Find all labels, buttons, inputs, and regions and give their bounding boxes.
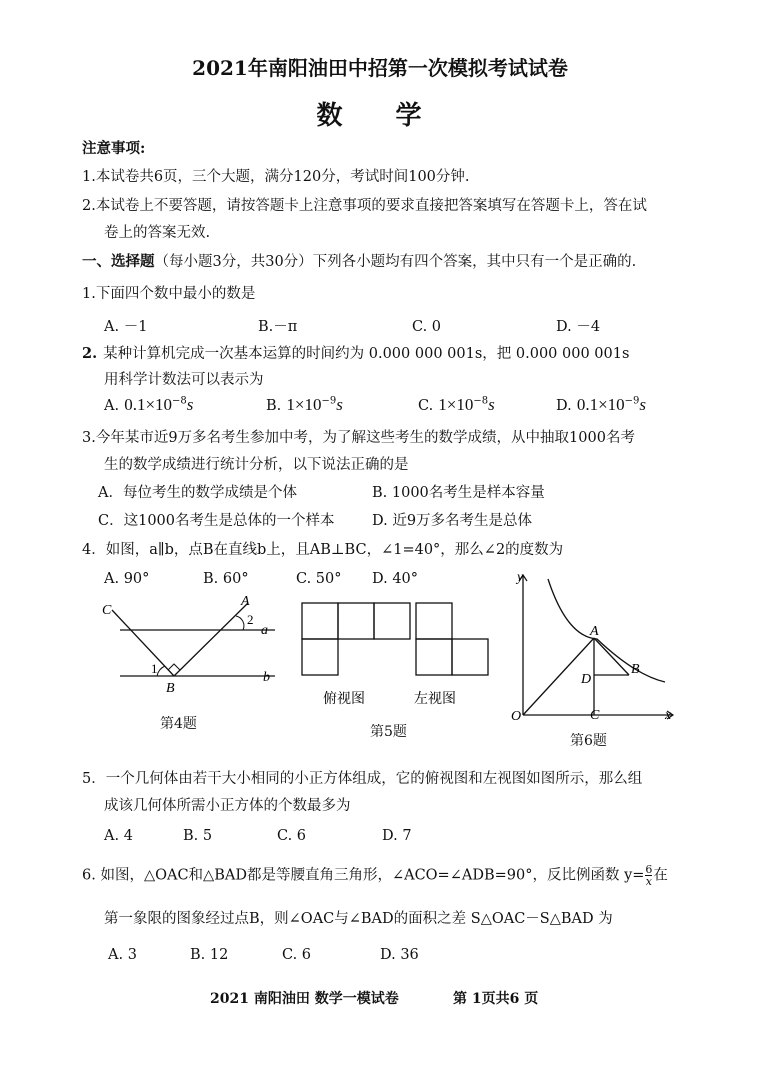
q5-line-2: 成该几何体所需小正方体的个数最多为 <box>104 798 351 814</box>
label-b-point: B <box>166 681 175 696</box>
q2-option-d-exp: −9 <box>624 395 640 407</box>
q2-option-a <box>104 395 193 415</box>
q2-option-d-label: D. <box>556 398 572 414</box>
q6-line-2: 第一象限的图象经过点B，则∠OAC与∠BAD的面积之差 S△OAC－S△BAD 为 <box>104 911 613 927</box>
q5-option-d: D. 7 <box>382 828 412 844</box>
label-a-point: A <box>241 594 250 609</box>
label-line-b: b <box>263 670 270 685</box>
q2-option-d-base: 0.1×10 <box>576 395 625 414</box>
q2-stem: 某种计算机完成一次基本运算的时间约为 0.000 000 001s，把 0.000 000 001s <box>103 346 630 362</box>
label-line-a: a <box>261 623 268 638</box>
q1-stem: 1.下面四个数中最小的数是 <box>82 286 256 302</box>
q2-option-a-label: A. <box>104 398 120 414</box>
top-view-grid <box>302 603 410 675</box>
q6-stem: 6. 如图，△OAC和△BAD都是等腰直角三角形，∠ACO=∠ADB=90°，反比例函数 y= <box>82 867 645 884</box>
q4-caption: 第4题 <box>160 716 197 732</box>
q2-option-c <box>418 395 495 415</box>
page-title: 2021年南阳油田中招第一次模拟考试试卷 <box>192 56 568 80</box>
q4-stem: 4．如图，a∥b，点B在直线b上，且AB⊥BC，∠1=40°，那么∠2的度数为 <box>82 542 564 558</box>
subject-title: 数 学 <box>316 101 444 131</box>
footer-page-number: 第 1页共6 页 <box>453 991 539 1007</box>
q2-option-c-exp: −8 <box>473 395 489 407</box>
q6-option-b: B. 12 <box>190 947 229 963</box>
note-2-line-1: 2.本试卷上不要答题，请按答题卡上注意事项的要求直接把答案填写在答题卡上，答在试 <box>82 198 647 214</box>
top-view-label: 俯视图 <box>323 692 365 707</box>
segment-ab <box>594 638 629 675</box>
label-y: y <box>517 570 524 585</box>
q2-option-c-base: 1×10 <box>438 395 474 414</box>
q1-option-d: D. －4 <box>556 319 601 335</box>
left-view-label: 左视图 <box>414 692 456 707</box>
notes-heading: 注意事项: <box>82 140 146 157</box>
q4-option-b: B. 60° <box>203 571 249 587</box>
q2-option-b <box>266 395 343 415</box>
q6-line-1 <box>82 864 668 887</box>
q3-option-b: B. 1000名考生是样本容量 <box>372 485 545 501</box>
q1-option-c: C. 0 <box>412 319 442 335</box>
angle-2-arc <box>236 616 244 630</box>
q6-option-c: C. 6 <box>282 947 312 963</box>
q4-option-c: C. 50° <box>296 571 342 587</box>
section-1-desc: （每小题3分，共30分）下列各小题均有四个答案，其中只有一个是正确的. <box>154 254 637 270</box>
angle-1-arc <box>157 666 165 676</box>
q5-caption: 第5题 <box>370 724 407 740</box>
q2-option-d <box>556 395 646 415</box>
q2-option-b-label: B. <box>266 398 282 414</box>
q5-option-a: A. 4 <box>104 828 133 844</box>
q6-figure <box>505 567 685 727</box>
q3-option-a: A．每位考生的数学成绩是个体 <box>98 485 297 501</box>
q2-option-a-base: 0.1×10 <box>124 395 173 414</box>
q3-option-c: C．这1000名考生是总体的一个样本 <box>98 513 335 529</box>
label-a: A <box>590 624 599 639</box>
q2-option-c-unit: s <box>488 395 495 414</box>
q2-option-a-unit: s <box>186 395 194 414</box>
right-angle-mark <box>168 664 180 670</box>
q3-line-2: 生的数学成绩进行统计分析，以下说法正确的是 <box>104 457 409 473</box>
q6-option-d: D. 36 <box>380 947 419 963</box>
label-c: C <box>102 603 112 618</box>
label-angle-2: 2 <box>247 612 254 627</box>
q6-fraction-den: x <box>645 875 653 888</box>
q6-option-a: A. 3 <box>108 947 137 963</box>
hyperbola-curve <box>548 579 665 682</box>
q1-option-b: B.－π <box>258 319 298 335</box>
q5-option-b: B. 5 <box>183 828 213 844</box>
q5-line-1: 5．一个几何体由若干大小相同的小正方体组成，它的俯视图和左视图如图所示，那么组 <box>82 771 643 787</box>
q5-figure <box>296 597 496 717</box>
q3-line-1: 3.今年某市近9万多名考生参加中考，为了解这些考生的数学成绩，从中抽取1000名考 <box>82 430 635 446</box>
segment-ba <box>174 603 248 676</box>
q2-line-2: 用科学计数法可以表示为 <box>104 372 264 388</box>
q5-option-c: C. 6 <box>277 828 307 844</box>
q4-option-a: A. 90° <box>104 571 150 587</box>
section-1-label: 一、选择题 <box>82 253 155 270</box>
q6-fraction <box>645 864 652 887</box>
q2-line-1 <box>82 345 629 363</box>
q2-option-b-base: 1×10 <box>286 395 322 414</box>
q6-stem-end: 在 <box>653 867 668 884</box>
note-1: 1.本试卷共6页，三个大题，满分120分，考试时间100分钟. <box>82 169 470 185</box>
q2-option-d-unit: s <box>639 395 647 414</box>
q2-option-b-unit: s <box>336 395 343 414</box>
q2-option-a-exp: −8 <box>172 395 187 407</box>
label-d: D <box>581 672 592 687</box>
q3-option-d: D. 近9万多名考生是总体 <box>372 513 533 529</box>
footer-title: 2021 南阳油田 数学一模试卷 <box>210 991 399 1007</box>
q4-option-d: D. 40° <box>372 571 419 587</box>
note-2-line-2: 卷上的答案无效. <box>104 225 211 241</box>
q1-option-a: A. －1 <box>104 319 148 335</box>
q2-number: 2. <box>82 345 98 362</box>
q6-fraction-num: 6 <box>645 863 653 876</box>
q2-option-b-exp: −9 <box>321 395 337 407</box>
label-b: B <box>631 662 640 677</box>
label-o: O <box>511 709 522 724</box>
section-1-heading <box>82 253 636 271</box>
label-x: x <box>665 708 672 723</box>
q4-figure <box>95 592 285 702</box>
q2-option-c-label: C. <box>418 398 434 414</box>
label-angle-1: 1 <box>151 661 158 676</box>
left-view-grid <box>416 603 488 675</box>
q6-caption: 第6题 <box>570 733 607 749</box>
label-c: C <box>590 708 600 723</box>
